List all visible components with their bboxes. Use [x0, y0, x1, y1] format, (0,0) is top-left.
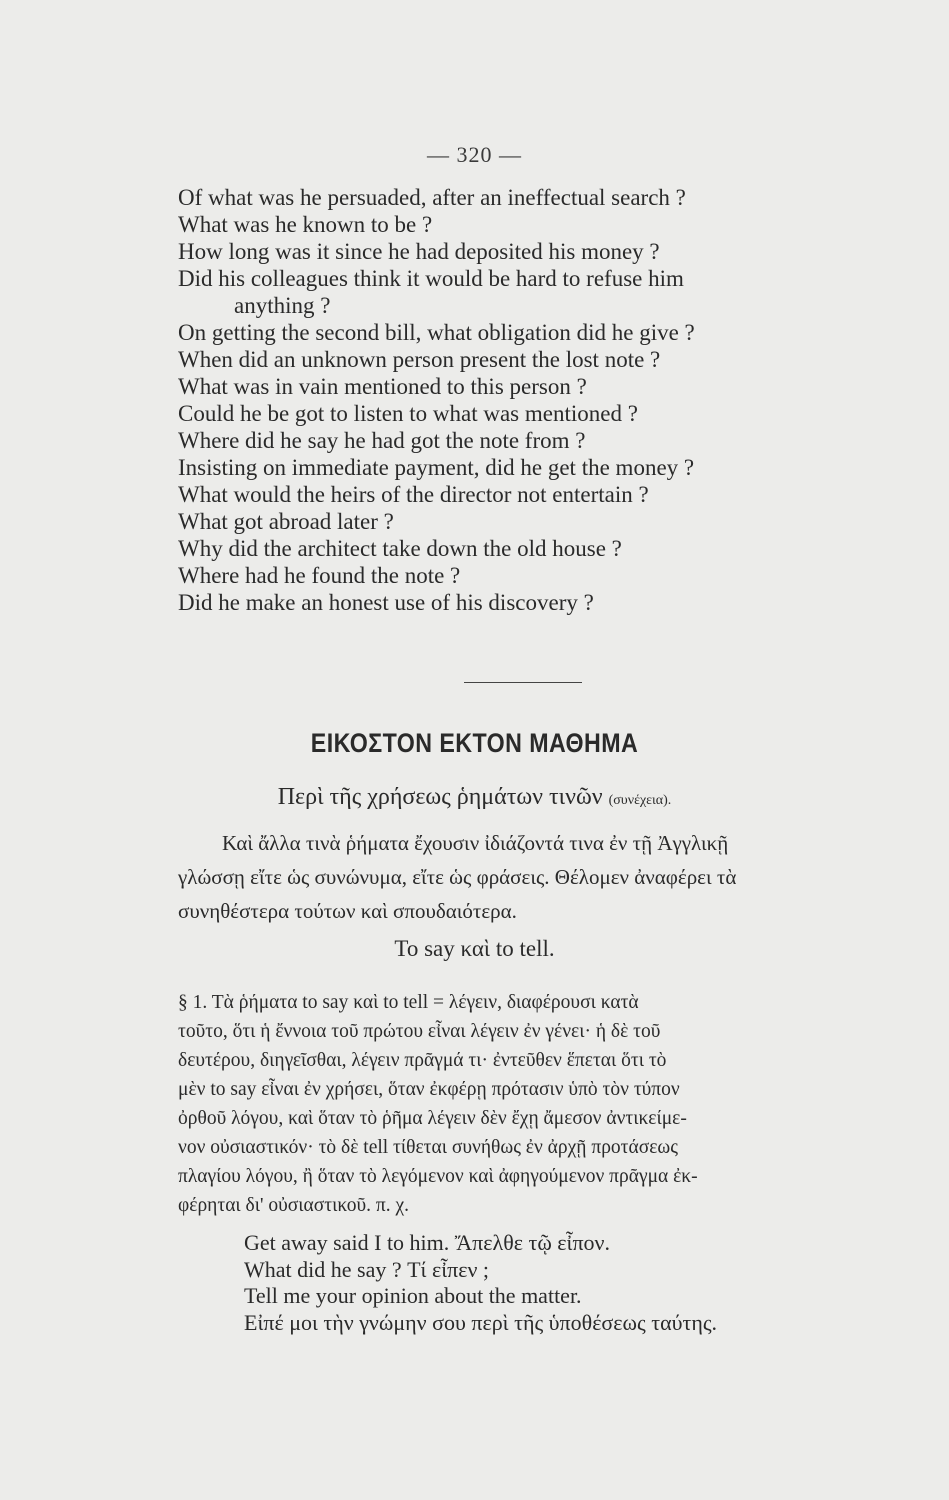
paragraph-line: μὲν to say εἶναι ἐν χρήσει, ὅταν ἐκφέρῃ πρότασιν ὑπὸ τὸν τύπον — [178, 1079, 680, 1100]
question-line: Could he be got to listen to what was mentioned ? — [178, 401, 638, 426]
paragraph-line: ὀρθοῦ λόγου, καὶ ὅταν τὸ ῥῆμα λέγειν δὲν ἔχῃ ἄμεσον ἀντικείμε- — [178, 1108, 687, 1129]
intro-line: συνηθέστερα τούτων καὶ σπουδαιότερα. — [178, 899, 517, 923]
question-line: Where had he found the note ? — [178, 563, 461, 588]
example-list — [244, 1230, 844, 1336]
question-line: Insisting on immediate payment, did he get the money ? — [178, 455, 695, 480]
question-line: What was he known to be ? — [178, 212, 433, 237]
section-heading: To say καὶ to tell. — [394, 936, 555, 961]
example-line: Get away said I to him. Ἄπελθε τῷ εἶπον. — [244, 1230, 611, 1255]
intro-line: γλώσσῃ εἴτε ὡς συνώνυμα, εἴτε ὡς φράσεις. Θέλομεν ἀναφέρει τὰ — [178, 865, 737, 889]
question-line: When did an unknown person present the lost note ? — [178, 347, 661, 372]
question-line: How long was it since he had deposited his money ? — [178, 239, 660, 264]
question-line: On getting the second bill, what obligation did he give ? — [178, 320, 695, 345]
question-line: Did he make an honest use of his discovery ? — [178, 590, 594, 615]
question-list — [178, 184, 878, 616]
subtitle-continuation: (συνέχεια). — [608, 793, 672, 808]
lesson-subtitle — [0, 784, 949, 811]
lesson-title: ΕΙΚΟΣΤΟΝ ΕΚΤΟΝ ΜΑΘΗΜΑ — [310, 728, 639, 758]
example-line: Tell me your opinion about the matter. — [244, 1283, 582, 1308]
rule-paragraph — [178, 988, 873, 1220]
question-line: Of what was he persuaded, after an ineffectual search ? — [178, 185, 686, 210]
intro-paragraph — [178, 826, 873, 928]
section-divider — [464, 682, 582, 683]
paragraph-line: φέρηται δι' οὐσιαστικοῦ. π. χ. — [178, 1195, 410, 1216]
paragraph-line: § 1. Τὰ ῥήματα to say καὶ to tell = λέγειν, διαφέρουσι κατὰ — [178, 992, 639, 1013]
question-line: Where did he say he had got the note from ? — [178, 428, 586, 453]
example-line: Εἰπέ μοι τὴν γνώμην σου περὶ τῆς ὑποθέσεως ταύτης. — [244, 1309, 718, 1335]
question-line: What was in vain mentioned to this person ? — [178, 374, 587, 399]
page-number: — 320 — — [427, 142, 522, 167]
paragraph-line: τοῦτο, ὅτι ἡ ἔννοια τοῦ πρώτου εἶναι λέγειν ἐν γένει· ἡ δὲ τοῦ — [178, 1021, 661, 1042]
question-line: What would the heirs of the director not entertain ? — [178, 482, 649, 507]
example-line: What did he say ? Τί εἶπεν ; — [244, 1256, 490, 1282]
intro-line: Καὶ ἄλλα τινὰ ῥήματα ἔχουσιν ἰδιάζοντά τινα ἐν τῇ Ἀγγλικῇ — [222, 831, 729, 855]
paragraph-line: νον οὐσιαστικόν· τὸ δὲ tell τίθεται συνήθως ἐν ἀρχῇ προτάσεως — [178, 1137, 678, 1158]
question-line: Did his colleagues think it would be hard to refuse him — [178, 266, 684, 291]
question-line: Why did the architect take down the old house ? — [178, 536, 622, 561]
paragraph-line: δευτέρου, διηγεῖσθαι, λέγειν πρᾶγμά τι· ἐντεῦθεν ἕπεται ὅτι τὸ — [178, 1050, 667, 1071]
question-line: anything ? — [234, 293, 331, 318]
paragraph-line: πλαγίου λόγου, ἢ ὅταν τὸ λεγόμενον καὶ ἀφηγούμενον πρᾶγμα ἐκ- — [178, 1166, 698, 1187]
subtitle-text: Περὶ τῆς χρήσεως ῥημάτων τινῶν — [277, 784, 603, 810]
question-line: What got abroad later ? — [178, 509, 394, 534]
